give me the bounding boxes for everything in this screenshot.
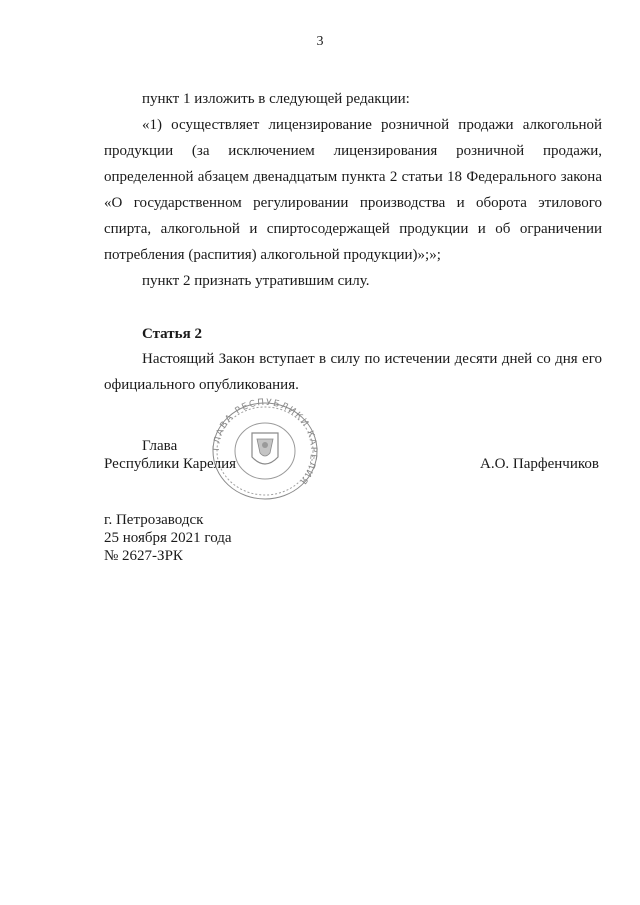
point1-text: «1) осуществляет лицензирование розничной продажи алкогольной продукции (за исключением лицензирования розничной продажи, определенной абзацем двенадцатым пункта 2 статьи 18 Федерального закона «О государственном регулировании производства и оборота этилового спирта, алкогольной и спиртосодержащей продукции и об ограничении потребления (распития) алкогольной продукции)»;»; <box>104 117 602 263</box>
article2-block <box>104 346 602 398</box>
footer-city: г. Петрозаводск <box>104 512 204 528</box>
article2-heading: Статья 2 <box>142 326 202 342</box>
amendment-block <box>104 86 602 294</box>
signatory-name: А.О. Парфенчиков <box>480 456 599 472</box>
article2-text: Настоящий Закон вступает в силу по истечении десяти дней со дня его официального опубликования. <box>104 351 602 393</box>
signature-title-line1: Глава <box>142 438 178 454</box>
official-seal <box>200 395 330 505</box>
signature-title-line2: Республики Карелия <box>104 456 237 472</box>
coat-of-arms-icon <box>252 433 278 464</box>
page-number: 3 <box>316 34 324 49</box>
point2-text: пункт 2 признать утратившим силу. <box>142 273 370 289</box>
footer-number: № 2627-ЗРК <box>104 548 183 564</box>
seal-text: ГЛАВА РЕСПУБЛИКИ КАРЕЛИЯ <box>211 397 319 487</box>
point1-intro: пункт 1 изложить в следующей редакции: <box>142 91 410 107</box>
footer-date: 25 ноября 2021 года <box>104 530 232 546</box>
